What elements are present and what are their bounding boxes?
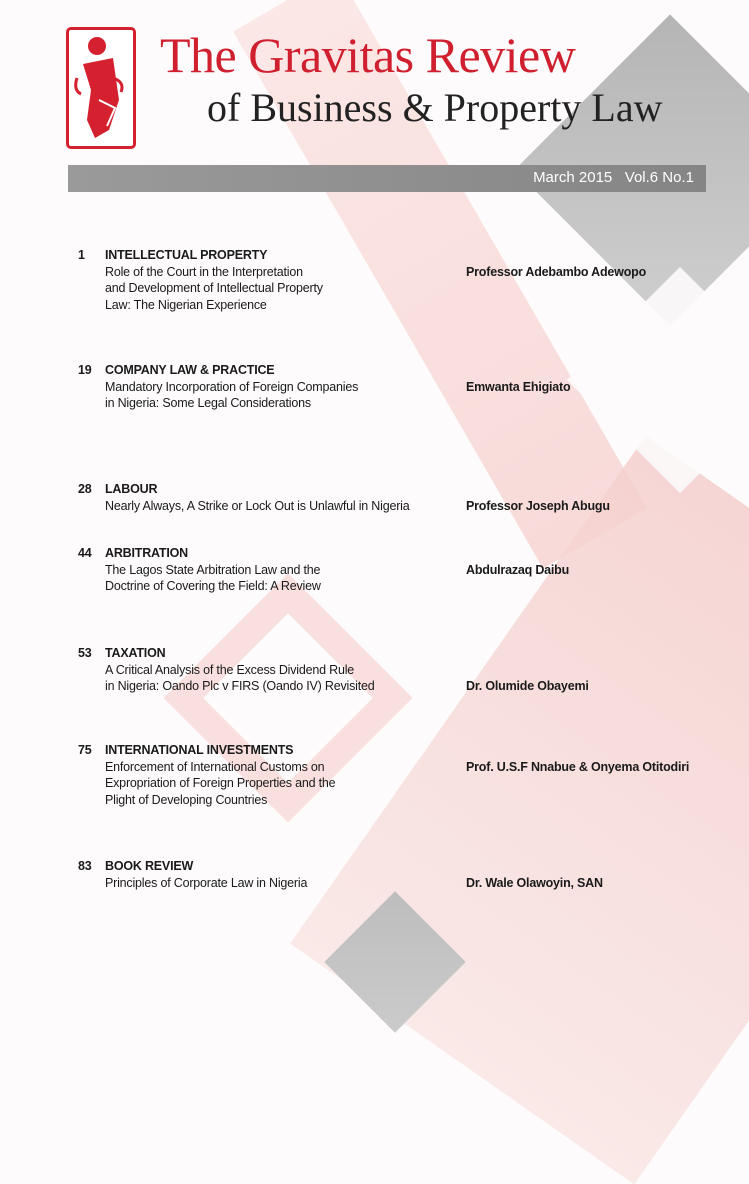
article-title-line: Expropriation of Foreign Properties and the (105, 776, 336, 790)
article-author: Professor Adebambo Adewopo (466, 265, 647, 279)
article-title-line: Enforcement of International Customs on (105, 759, 325, 774)
article-title-line: and Development of Intellectual Property (105, 281, 323, 295)
article-title-line: Doctrine of Covering the Field: A Review (105, 579, 321, 593)
article-title-line: A Critical Analysis of the Excess Dividend Rule (105, 662, 355, 677)
page-number: 19 (78, 363, 92, 377)
page-number: 75 (78, 743, 92, 757)
page-number: 1 (78, 248, 85, 262)
section-category: TAXATION (105, 646, 166, 660)
article-author: Abdulrazaq Daibu (466, 563, 570, 577)
section-category: INTERNATIONAL INVESTMENTS (105, 743, 294, 757)
article-title-line: Nearly Always, A Strike or Lock Out is Unlawful in Nigeria (105, 498, 410, 513)
section-category: ARBITRATION (105, 546, 188, 560)
article-title-line: in Nigeria: Some Legal Considerations (105, 396, 311, 410)
section-category: BOOK REVIEW (105, 859, 194, 873)
section-category: LABOUR (105, 482, 158, 496)
journal-subtitle: of Business & Property Law (207, 85, 663, 130)
issue-band (68, 165, 706, 192)
article-title-line: Plight of Developing Countries (105, 792, 268, 807)
page-number: 53 (78, 646, 92, 660)
page-number: 44 (78, 546, 92, 560)
page-number: 28 (78, 482, 92, 496)
article-title-line: The Lagos State Arbitration Law and the (105, 562, 321, 577)
journal-title: The Gravitas Review (160, 27, 576, 83)
article-title-line: in Nigeria: Oando Plc v FIRS (Oando IV) Revisited (105, 679, 375, 693)
issue-info: March 2015 Vol.6 No.1 (533, 169, 694, 186)
page-number: 83 (78, 859, 92, 873)
section-category: COMPANY LAW & PRACTICE (105, 363, 275, 377)
article-title-line: Mandatory Incorporation of Foreign Companies (105, 379, 359, 394)
article-author: Prof. U.S.F Nnabue & Onyema Otitodiri (466, 760, 690, 774)
article-author: Dr. Olumide Obayemi (466, 679, 589, 693)
article-author: Professor Joseph Abugu (466, 499, 610, 513)
article-title-line: Role of the Court in the Interpretation (105, 264, 303, 279)
article-title-line: Law: The Nigerian Experience (105, 297, 267, 312)
journal-logo (66, 27, 136, 149)
article-author: Emwanta Ehigiato (466, 380, 571, 394)
section-category: INTELLECTUAL PROPERTY (105, 248, 268, 262)
article-author: Dr. Wale Olawoyin, SAN (466, 876, 603, 890)
article-title-line: Principles of Corporate Law in Nigeria (105, 875, 308, 890)
